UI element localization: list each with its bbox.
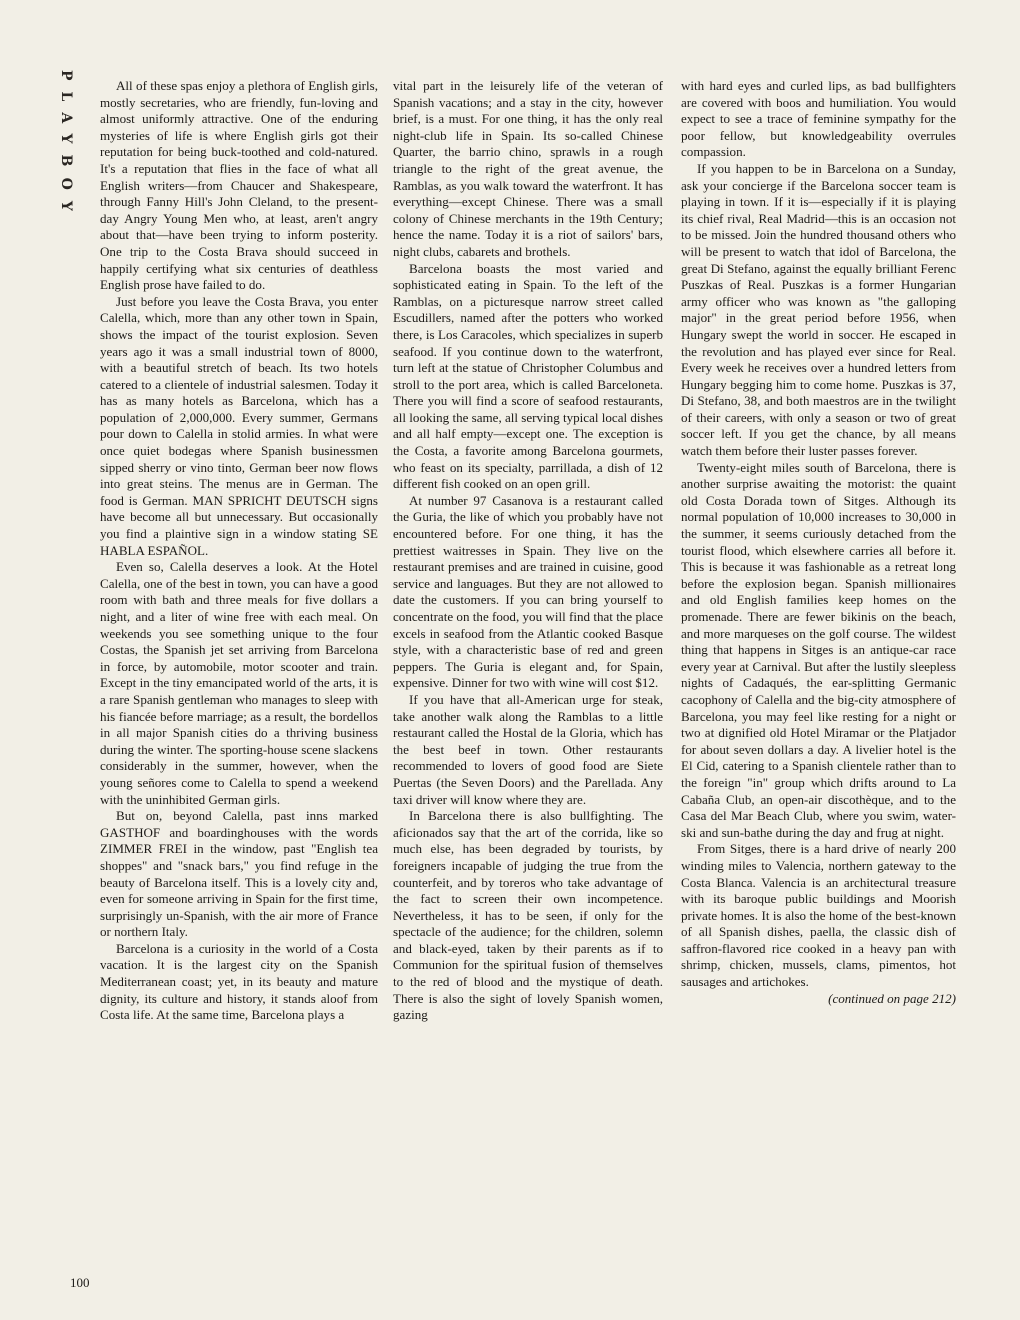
paragraph: In Barcelona there is also bullfighting. The aficionados say that the art of the corrida, like so much else, has been degraded by tourists, by foreigners incapable of judging the true from the counterfeit, and by toreros who take advantage of the fact to screen their own incompetence. Nevertheless, it has to be seen, if only for the spectacle of the audience; for the children, solemn and black-eyed, taken by their parents as if to Communion for the spiritual fusion of themselves to the red of blood and the mystique of death. There is also the sight of lovely Spanish women, gazing: [393, 808, 663, 1023]
paragraph: Barcelona boasts the most varied and sophisticated eating in Spain. To the left of the Ramblas, on a picturesque narrow street called Escudillers, named after the potters who worked there, is Los Caracoles, which specializes in superb seafood. If you continue down to the waterfront, turn left at the statue of Christopher Columbus and stroll to the port area, which is called Barceloneta. There you will find a score of seafood restaurants, all looking the same, all serving typical local dishes and all half empty—except one. The exception is the Costa, a favorite among Barcelona gourmets, who feast on its specialty, parrillada, a dish of 12 different fish cooked on an open grill.: [393, 260, 663, 492]
paragraph: Just before you leave the Costa Brava, you enter Calella, which, more than any other town in Spain, shows the impact of the tourist explosion. Seven years ago it was a small industrial town of 8000, with a beautiful stretch of beach. Its two hotels catered to a clientele of industrial salesmen. Today it has as many hotels as Barcelona, which has a population of 2,000,000. Every summer, Germans pour down to Calella in stolid armies. In what were once quiet bodegas where Spanish businessmen sipped sherry or vino tinto, German beer now flows into great steins. The menus are in German. The food is German. MAN SPRICHT DEUTSCH signs have become all but unnecessary. But occasionally you find a plaintive sign in a window stating SE HABLA ESPAÑOL.: [100, 293, 378, 558]
page-number: 100: [70, 1275, 90, 1290]
paragraph: If you happen to be in Barcelona on a Sunday, ask your concierge if the Barcelona soccer team is playing in town. If it is—especially if it is playing its chief rival, Real Madrid—this is an occasion not to be missed. Join the hundred thousand others who will be present to watch that idol of Barcelona, the great Di Stefano, against the equally brilliant Ferenc Puszkas of Real. Puszkas is a former Hungarian army officer who was known as "the galloping major" in the great period before 1956, when Hungary swept the world in soccer. He escaped in the revolution and has played ever since for Real. Every week he receives over a hundred letters from Hungary begging him to come home. Puszkas is 37, Di Stefano, 38, and both maestros are in the twilight of their careers, with only a season or two of great soccer left. If you get the chance, by all means watch them before their luster passes forever.: [681, 160, 956, 459]
paragraph: with hard eyes and curled lips, as bad bullfighters are covered with boos and humiliation. You would expect to see a trace of feminine sympathy for the poor fellow, but knowledgeability overrules compassion.: [681, 78, 956, 160]
paragraph: Even so, Calella deserves a look. At the Hotel Calella, one of the best in town, you can have a good room with bath and three meals for five dollars a night, and a liter of wine free with each meal. On weekends you see something unique to the four Costas, the Spanish jet set arriving from Barcelona in force, by automobile, motor scooter and train. Except in the tiny emancipated world of the arts, it is a rare Spanish gentleman who manages to sleep with his fiancée before marriage; as a result, the bordellos in all major Spanish cities do a thriving business during the winter. The sporting-house scene slackens considerably in the summer, however, when the young señores come to Calella to spend a weekend with the uninhibited German girls.: [100, 559, 378, 807]
paragraph: vital part in the leisurely life of the veteran of Spanish vacations; and a stay in the city, however brief, is a must. For one thing, it has the only real night-club life in Spain. Its so-called Chinese Quarter, the barrio chino, sprawls in a rough triangle to the right of the great avenue, the Ramblas, as you walk toward the waterfront. It has everything—except Chinese. There was a small colony of Chinese merchants in the 19th Century; hence the name. Today it is a riot of sailors' bars, night clubs, cabarets and brothels.: [393, 78, 663, 259]
paragraph: If you have that all-American urge for steak, take another walk along the Ramblas to a little restaurant called the Hostal de la Gloria, which has the best beef in town. Other restaurants recommended to lovers of good food are Siete Puertas (the Seven Doors) and the Parellada. Any taxi driver will know where they are.: [393, 691, 663, 807]
paragraph: At number 97 Casanova is a restaurant called the Guria, the like of which you probably have not encountered before. For one thing, it has the prettiest waitresses in Spain. They live on the restaurant premises and are trained in cuisine, good service and languages. But they are not allowed to date the customers. If you can bring yourself to concentrate on the food, you will find that the place excels in seafood from the Atlantic cooked Basque style, with a characteristic base of red and green peppers. The Guria is elegant and, for Spain, expensive. Dinner for two with wine will cost $12.: [393, 492, 663, 691]
article-column-3: [681, 78, 956, 1007]
paragraph: Barcelona is a curiosity in the world of a Costa vacation. It is the largest city on the Spanish Mediterranean coast; yet, in its beauty and mature dignity, its culture and history, it stands aloof from Costa life. At the same time, Barcelona plays a: [100, 940, 378, 1023]
magazine-masthead: PLAYBOY: [58, 70, 74, 222]
article-column-2: [393, 78, 663, 1024]
continued-note: (continued on page 212): [828, 990, 956, 1006]
paragraph: All of these spas enjoy a plethora of English girls, mostly secretaries, who are friendly, fun-loving and almost uniformly attractive. One of the enduring mysteries of life is where English girls got their reputation for being buck-toothed and cold-natured. It's a reputation that flies in the face of what all English writers—from Chaucer and Shakespeare, through Fanny Hill's John Cleland, to the present-day Angry Young Men who, at least, aren't angry about that—have been trying to inform posterity. One trip to the Costa Brava should succeed in happily certifying what six centuries of deathless English prose have failed to do.: [100, 78, 378, 293]
paragraph: Twenty-eight miles south of Barcelona, there is another surprise awaiting the motorist: the quaint old Costa Dorada town of Sitges. Although its normal population of 10,000 increases to 30,000 in the summer, it seems curiously detached from the tourist flood, which elsewhere carries all before it. This is because it was fashionable as a retreat long before the explosion began. Spanish millionaires and old English families keep homes on the promenade. There are fewer bikinis on the beach, and more marqueses on the golf course. The wildest thing that happens in Sitges is an antique-car race every year at Carnival. But after the lustily sleepless nights of Cadaqués, the ear-splitting Germanic cacophony of Calella and the big-city atmosphere of Barcelona, you may feel like resting for a night or two at dignified old Hotel Miramar or the Platjador for about seven dollars a day. A livelier hotel is the El Cid, catering to a Spanish clientele rather than to the foreign "in" group which drifts around to La Cabaña Club, an open-air discothèque, and to the Casa del Mar Beach Club, where you swim, water-ski and sun-bathe during the day and frug at night.: [681, 459, 956, 840]
article-column-1: [100, 78, 378, 1024]
paragraph: From Sitges, there is a hard drive of nearly 200 winding miles to Valencia, northern gateway to the Costa Blanca. Valencia is an architectural treasure with its baroque public buildings and Moorish private homes. It is also the home of the best-known of all Spanish dishes, paella, the classic dish of saffron-flavored rice cooked in a heavy pan with shrimp, chicken, mussels, clams, pimentos, hot sausages and artichokes.: [681, 841, 956, 990]
paragraph: But on, beyond Calella, past inns marked GASTHOF and boardinghouses with the words ZIMMER FREI in the window, past "English tea shoppes" and "snack bars," you find refuge in the beauty of Barcelona itself. This is a lovely city and, even for someone arriving in Spain for the first time, surprisingly un-Spanish, with the air more of France or northern Italy.: [100, 808, 378, 940]
